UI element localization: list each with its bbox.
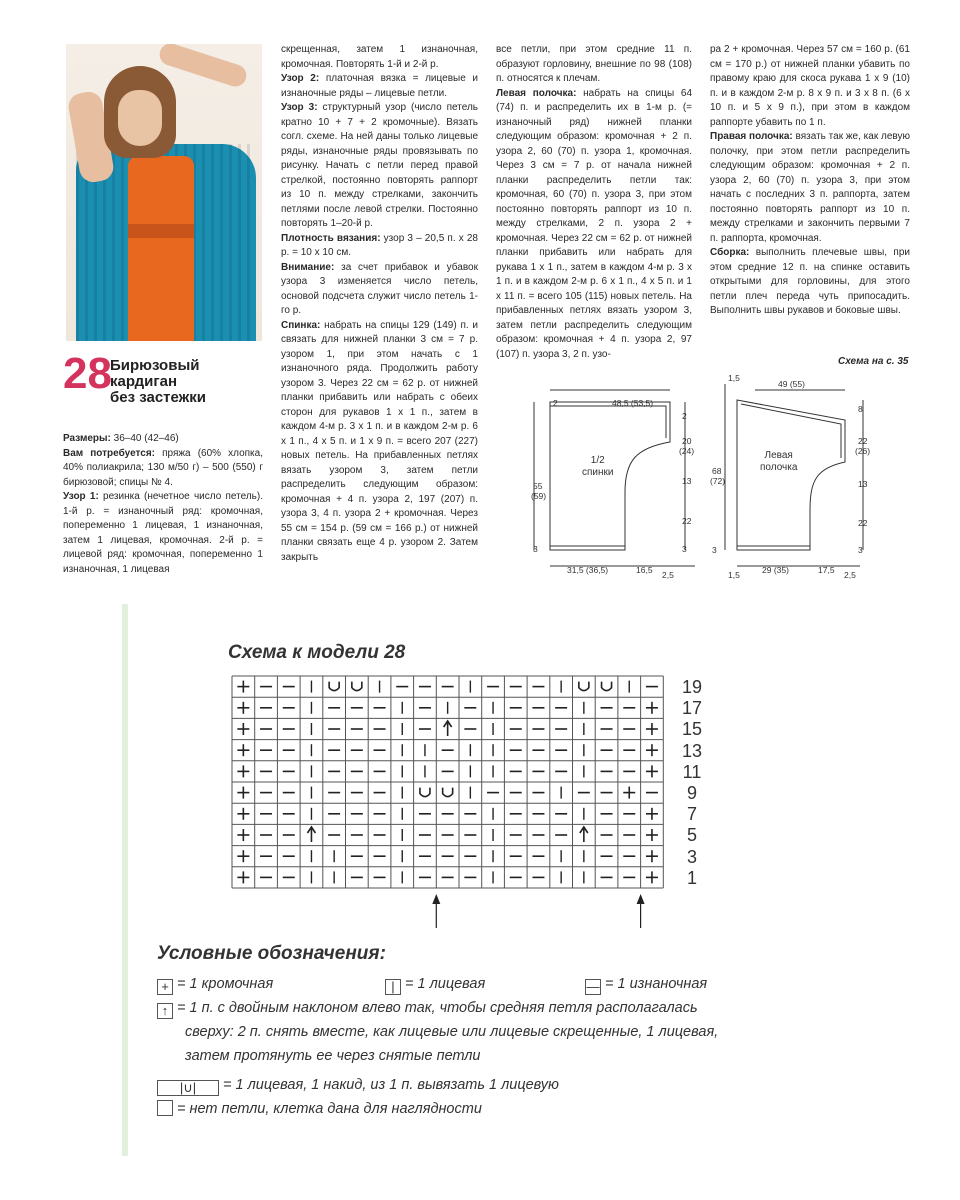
text-paragraph (281, 232, 478, 261)
front-label (760, 450, 797, 474)
paragraph-text: вязать так же, как левую полочку, при этом петли распределить следующим образом: кромочная + 2 п. узора 2, 60 (70) п. узора 3, при этом начать с последних 3 п. раппорта, затем постоянно повторять раппорт из 10 п. между стрелками и закончить первыми 7 п. раппорта, кромочная. (710, 131, 910, 244)
model-title-line: Бирюзовый (110, 357, 200, 374)
chart-row-number: 9 (686, 783, 697, 803)
front-dim: (72) (710, 476, 726, 486)
text-column-1 (63, 432, 263, 577)
paragraph-text: ра 2 + кромочная. Через 57 см = 160 р. (61 см = 170 р.) от нижней планки убавить по правому краю для скоса рукава 1 x 9 (10) п. и в каждом 2-м р. 8 x 9 п. и 3 x 8 п. (6 x 10 п. и 5 x 9 п.), при этом в каждом раппорте убавить по 1 п. (710, 44, 910, 128)
model-title-line: кардиган (110, 373, 178, 390)
back-dim: (24) (679, 446, 695, 456)
chart-row-number: 13 (681, 740, 703, 761)
back-dim: 2 (682, 411, 687, 421)
front-dim: 49 (55) (778, 379, 805, 389)
text-paragraph (496, 87, 692, 363)
back-dim: 22 (682, 516, 692, 526)
back-dim: 31,5 (36,5) (567, 565, 609, 575)
chart-row-number: 15 (681, 719, 703, 740)
paragraph-heading: Спинка: (281, 319, 321, 331)
front-outline (737, 400, 845, 550)
legend-increase (157, 1076, 559, 1096)
front-dim: (26) (855, 446, 871, 456)
front-dim: 1,5 (728, 373, 740, 383)
back-dim: 16,5 (636, 565, 653, 575)
paragraph-heading: Узор 1: (63, 491, 99, 502)
section-accent-bar (122, 604, 128, 1156)
front-dim: 29 (35) (762, 565, 789, 575)
paragraph-heading: Левая полочка: (496, 87, 577, 99)
legend-empty (157, 1100, 482, 1118)
purl-stitch-icon: — (586, 979, 600, 994)
text-paragraph (281, 72, 478, 101)
chart-row-number: 19 (681, 677, 703, 697)
paragraph-text: все петли, при этом средние 11 п. образуют горловину, внешние по 98 (108) п. относятся к плечам. (496, 44, 692, 84)
knit-stitch-icon: | (385, 979, 401, 995)
paragraph-heading: Сборка: (710, 247, 750, 258)
back-dim: 3 (682, 544, 687, 554)
back-dim: 55 (533, 481, 543, 491)
front-dim: 8 (858, 404, 863, 414)
back-label-line: спинки (582, 467, 614, 478)
model-number: 28 (63, 349, 112, 398)
chart-row-number: 7 (686, 804, 697, 825)
front-diagram (715, 370, 895, 590)
front-dim: 3 (712, 545, 717, 555)
text-paragraph (281, 43, 478, 72)
legend-knit-text: = 1 лицевая (405, 976, 486, 992)
back-dim: 2 (553, 398, 558, 408)
text-column-2 (281, 43, 478, 565)
text-paragraph (281, 101, 478, 232)
paragraph-text: 36–40 (42–46) (110, 433, 179, 444)
chart-row-number: 1 (686, 867, 697, 888)
repeat-arrow-icon (637, 894, 645, 904)
back-dim: 3 (533, 544, 538, 554)
text-paragraph (63, 490, 263, 577)
edge-stitch-icon: + (157, 979, 173, 995)
chart-row-number: 11 (682, 761, 702, 782)
increase-stitch-icon (329, 682, 339, 691)
increase-stitch-icon (443, 788, 453, 797)
back-label (582, 455, 613, 479)
paragraph-text: узор 3 – 20,5 п. x 28 р. = 10 x 10 см. (281, 232, 478, 258)
text-paragraph (63, 432, 263, 447)
text-column-4 (710, 43, 910, 319)
legend-decrease-line3: затем протянуть ее через снятые петли (185, 1048, 481, 1064)
paragraph-heading: Узор 3: (281, 102, 318, 113)
back-dim: 20 (682, 436, 692, 446)
schema-reference: Схема на с. 35 (838, 356, 909, 367)
front-dim: 68 (712, 466, 722, 476)
text-paragraph (710, 43, 910, 130)
legend-knit (385, 975, 485, 995)
back-dim: (59) (531, 491, 547, 501)
paragraph-text: за счет прибавок и убавок узора 3 изменяется число петель, основой подсчета служит число петель 1-го р. (281, 261, 478, 316)
legend-edge-text: = 1 кромочная (177, 976, 274, 992)
chart-title: Схема к модели 28 (228, 642, 406, 663)
paragraph-heading: Плотность вязания: (281, 232, 381, 244)
back-label-line: 1/2 (590, 455, 605, 466)
front-label-line: Левая (764, 450, 793, 461)
legend-decrease (157, 999, 698, 1019)
text-paragraph (63, 447, 263, 491)
legend-purl-text: = 1 изнаночная (605, 976, 708, 992)
legend-decrease-line2: сверху: 2 п. снять вместе, как лицевые или лицевые скрещенные, 1 лицевая, (185, 1024, 719, 1040)
chart-row-number: 3 (686, 846, 697, 867)
model-photo (66, 44, 262, 341)
front-dim: 13 (858, 479, 868, 489)
text-column-3 (496, 43, 692, 362)
paragraph-heading: Узор 2: (281, 73, 320, 84)
text-paragraph (496, 43, 692, 87)
empty-cell-icon (157, 1100, 173, 1116)
paragraph-text: выполнить плечевые швы, при этом средние 12 п. на спинке оставить открытыми для горловины, для этого петли плеч переда чуть припосадить. Выполнить швы рукавов и боковые швы. (710, 247, 910, 316)
increase-stitch-icon (602, 682, 612, 691)
dress-shape (128, 156, 194, 341)
legend-empty-text: = нет петли, клетка дана для наглядности (177, 1101, 482, 1117)
paragraph-heading: Внимание: (281, 261, 335, 273)
belt-shape (128, 224, 194, 238)
front-dim: 3 (858, 545, 863, 555)
paragraph-text: набрать на спицы 129 (149) п. и связать для нижней планки 3 см = 7 р. узором 1, при этом начать с 1 изнаночного ряда. Продолжить работу узором 3. Через 22 см = 62 р. от нижней планки прибавить или набрать с обеих сторон для рукавов 1 x 1 п., затем в каждом 4-м р. 3 x 1 п. и в каждом 2-м р. 6 x 1 п., 4 x 5 п. и 1 x 9 п. = всего 207 (227) новых петель. На прибавленных петлях вязать узором 3, затем петли распределить следующим образом: кромочная + 4 п. узора 2, 197 (207) п. узора 3, 4 п. узора 2 + кромочная. Через 55 см = 154 р. (59 см = 166 р.) от нижней планки связать еще 4 р. узором 2. Затем закрыть (281, 319, 478, 563)
increase-stitch-icon: |∪| (157, 1080, 219, 1096)
paragraph-heading: Вам потребуется: (63, 447, 155, 459)
chart-row-number: 5 (686, 825, 697, 846)
face-shape (118, 90, 162, 146)
back-dim: 2,5 (662, 570, 674, 580)
back-dim: 48,5 (53,5) (612, 398, 654, 408)
back-dim: 13 (682, 476, 692, 486)
knitting-chart (228, 672, 668, 936)
text-paragraph (710, 246, 910, 319)
repeat-arrow-icon (432, 894, 440, 904)
back-inner-line (550, 406, 666, 438)
chart-row-number: 17 (681, 698, 703, 719)
legend-purl (585, 975, 707, 995)
text-paragraph (281, 319, 478, 566)
front-label-line: полочка (760, 462, 798, 473)
front-dim: 22 (858, 436, 868, 446)
paragraph-text: пряжа (60% хлопка, 40% полиакрила; 130 м/50 г) – 500 (550) г бирюзовой; спицы № 4. (63, 447, 263, 488)
decrease-arrow-icon: ↑ (157, 1003, 173, 1019)
paragraph-heading: Размеры: (63, 433, 111, 444)
paragraph-text: набрать на спицы 64 (74) п. и распределить их в 1-м р. (= изнаночный ряд) нижней планки следующим образом: кромочная + 2 п. узора 2, 60 (70) п. узора 1, кромочная. Через 3 см = 7 р. от начала нижней планки распределить петли так: кромочная, 60 (70) п. узора 3, при этом постоянно повторять раппорт из 10 п. между стрелками, 2 п. узора 2 + кромочная. Через 22 см = 62 р. от нижней планки прибавить или набрать для рукава 1 x 1 п., затем в каждом 4-м р. 3 x 1 п. и в каждом 2-м р. 6 x 1 п., 4 x 5 п. и 1 x 11 п. = всего 105 (115) новых петель. На прибавленных петлях вязать узором 3, затем петли распределить следующим образом: кромочная + 4 п. узора 2, 97 (107) п. узора 3, 2 п. узо- (496, 87, 693, 360)
model-title-line: без застежки (110, 389, 207, 406)
front-dim: 17,5 (818, 565, 835, 575)
text-paragraph (281, 261, 478, 319)
model-title (110, 358, 260, 406)
paragraph-text: платочная вязка = лицевые и изнаночные ряды – лицевые петли. (281, 73, 478, 99)
paragraph-text: резинка (нечетное число петель). 1-й р. = изнаночный ряд: кромочная, попеременно 1 лицевая, 1 изнаночная, затем 1 лицевая, кромочная. 2-й р. = лицевой ряд: кромочная, попеременно 1 изнаночная, 1 лицевая (63, 491, 263, 575)
legend-increase-text: = 1 лицевая, 1 накид, из 1 п. вывязать 1 лицевую (223, 1077, 559, 1093)
legend-decrease-text: = 1 п. с двойным наклоном влево так, чтобы средняя петля располагалась (177, 1000, 698, 1016)
increase-stitch-icon (352, 682, 362, 691)
paragraph-text: структурный узор (число петель кратно 10 + 7 + 2 кромочные). Вязать согл. схеме. На ней даны только лицевые ряды, изнаночные ряды провязывать по рисунку. Начать с петли перед правой стрелкой, постоянно повторять раппорт из 10 п. между стрелками, закончить петлями после левой стрелки. Постоянно повторять 1–20-й р. (281, 102, 478, 229)
text-paragraph (710, 130, 910, 246)
increase-stitch-icon (579, 682, 589, 691)
paragraph-heading: Правая полочка: (710, 131, 793, 142)
front-dim: 2,5 (844, 570, 856, 580)
front-dim: 22 (858, 518, 868, 528)
paragraph-text: скрещенная, затем 1 изнаночная, кромочная. Повторять 1-й и 2-й р. (281, 44, 478, 70)
legend-title: Условные обозначения: (157, 943, 386, 964)
increase-stitch-icon (420, 788, 430, 797)
legend-edge (157, 975, 273, 995)
front-dim: 1,5 (728, 570, 740, 580)
